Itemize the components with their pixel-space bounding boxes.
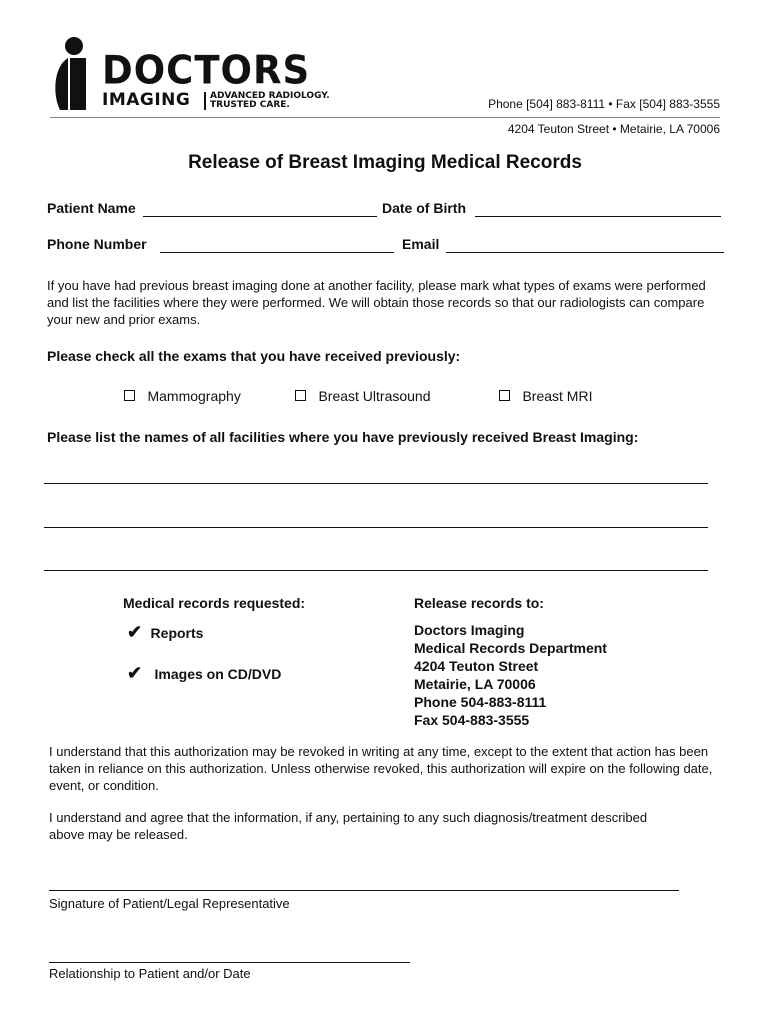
exam-checkbox[interactable]	[295, 390, 306, 401]
checkmark-icon: ✔	[127, 622, 143, 642]
authorization-paragraph-2: I understand and agree that the information, if any, pertaining to any such diagnosis/treatment described above may be released.	[49, 810, 648, 842]
record-item-reports[interactable]	[127, 622, 203, 643]
release-line: Medical Records Department	[414, 640, 607, 656]
logo-mark-icon	[50, 36, 90, 112]
facility-line-2[interactable]	[44, 527, 708, 528]
exam-checkbox[interactable]	[499, 390, 510, 401]
release-line: 4204 Teuton Street	[414, 658, 539, 674]
contact-line: Phone [504] 883-8111 • Fax [504] 883-3555	[488, 97, 720, 111]
exam-option-label: Breast MRI	[522, 388, 593, 404]
record-item-label: Reports	[150, 625, 204, 641]
release-line: Metairie, LA 70006	[414, 676, 536, 692]
phone-label: Phone Number	[47, 236, 147, 252]
header-divider	[50, 117, 720, 118]
patient-name-label: Patient Name	[47, 200, 136, 216]
relationship-label: Relationship to Patient and/or Date	[49, 966, 251, 981]
intro-paragraph: If you have had previous breast imaging done at another facility, please mark what types of exams were performed and list the facilities where they were performed. We will obtain those records so that our radiologists can compare your new and prior exams.	[47, 278, 706, 327]
relationship-line[interactable]	[49, 962, 410, 963]
exam-option-label: Breast Ultrasound	[318, 388, 431, 404]
facilities-heading: Please list the names of all facilities where you have previously received Breast Imaging:	[47, 429, 639, 445]
logo-primary-text: DOCTORS	[102, 47, 311, 94]
dob-label: Date of Birth	[382, 200, 466, 216]
logo-tagline-line-2: TRUSTED CARE.	[210, 100, 290, 110]
exams-heading: Please check all the exams that you have received previously:	[47, 348, 461, 364]
exam-option-mammography[interactable]	[124, 388, 241, 406]
authorization-paragraph-1: I understand that this authorization may be revoked in writing at any time, except to the extent that action has been taken in reliance on this authorization. Unless otherwise revoked, this authorization will expire on the following date, event, or condition.	[49, 744, 713, 793]
release-line: Doctors Imaging	[414, 622, 525, 638]
patient-name-field[interactable]	[143, 201, 377, 217]
phone-field[interactable]	[160, 237, 394, 253]
exam-option-breast-ultrasound[interactable]	[295, 388, 431, 406]
facility-line-1[interactable]	[44, 483, 708, 484]
page-title: Release of Breast Imaging Medical Records	[188, 152, 582, 173]
release-line: Phone 504-883-8111	[414, 694, 547, 710]
signature-label: Signature of Patient/Legal Representative	[49, 896, 290, 911]
checkmark-icon: ✔	[127, 663, 143, 683]
release-line: Fax 504-883-3555	[414, 712, 530, 728]
exam-checkbox[interactable]	[124, 390, 135, 401]
exam-option-label: Mammography	[147, 388, 241, 404]
exam-option-breast-mri[interactable]	[499, 388, 592, 406]
dob-field[interactable]	[475, 201, 721, 217]
record-item-images[interactable]	[127, 663, 281, 684]
email-field[interactable]	[446, 237, 724, 253]
logo-tagline-line-1: ADVANCED RADIOLOGY.	[210, 91, 330, 101]
logo-secondary-text: IMAGING	[102, 90, 191, 110]
record-item-label: Images on CD/DVD	[154, 666, 282, 682]
facility-line-3[interactable]	[44, 570, 708, 571]
release-heading: Release records to:	[414, 595, 544, 611]
signature-line[interactable]	[49, 890, 679, 891]
address-line: 4204 Teuton Street • Metairie, LA 70006	[507, 122, 720, 136]
logo-tagline	[204, 92, 330, 110]
release-address	[414, 621, 607, 729]
records-requested-heading: Medical records requested:	[123, 595, 306, 611]
email-label: Email	[402, 236, 440, 252]
